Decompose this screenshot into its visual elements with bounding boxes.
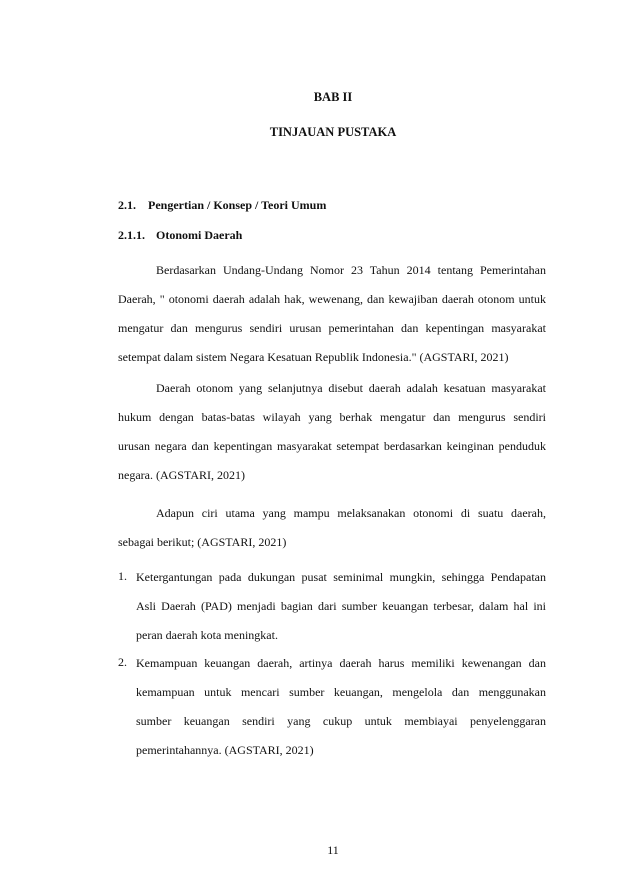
list-item-number: 2. [118, 655, 127, 669]
section-heading [118, 198, 326, 213]
paragraph-line: urusan negara dan kepentingan masyarakat setempat berdasarkan keinginan penduduk [118, 439, 546, 453]
list-item [136, 569, 546, 649]
subsection-title: Otonomi Daerah [156, 228, 243, 242]
paragraph-line: mengatur dan mengurus sendiri urusan pemerintahan dan kepentingan masyarakat [118, 321, 546, 335]
list-item [136, 655, 546, 765]
list-item-line: sumber keuangan sendiri yang cukup untuk membiayai penyelenggaran [136, 714, 546, 728]
chapter-heading: BAB II [313, 90, 353, 104]
paragraph-line: Daerah, " otonomi daerah adalah hak, wewenang, dan kewajiban daerah otonom untuk [118, 292, 546, 306]
subsection-number: 2.1.1. [118, 228, 145, 242]
list-item-line: kemampuan untuk mencari sumber keuangan, mengelola dan menggunakan [136, 685, 546, 699]
paragraph-line: setempat dalam sistem Negara Kesatuan Republik Indonesia." (AGSTARI, 2021) [118, 350, 509, 364]
subsection-heading [118, 228, 242, 243]
section-number: 2.1. [118, 198, 136, 212]
paragraph-line: negara. (AGSTARI, 2021) [118, 468, 246, 482]
paragraph-line: Adapun ciri utama yang mampu melaksanakan otonomi di suatu daerah, [156, 506, 546, 520]
page-number: 11 [327, 843, 339, 857]
list-item-line: peran daerah kota meningkat. [136, 628, 278, 642]
chapter-title: TINJAUAN PUSTAKA [269, 125, 397, 139]
list-item-line: pemerintahannya. (AGSTARI, 2021) [136, 743, 314, 757]
paragraph-line: Daerah otonom yang selanjutnya disebut daerah adalah kesatuan masyarakat [156, 381, 546, 395]
paragraph-3 [118, 505, 546, 555]
paragraph-line: sebagai berikut; (AGSTARI, 2021) [118, 535, 287, 549]
paragraph-2 [118, 380, 546, 490]
paragraph-1 [118, 262, 546, 372]
list-item-line: Kemampuan keuangan daerah, artinya daerah harus memiliki kewenangan dan [136, 656, 546, 670]
paragraph-line: hukum dengan batas-batas wilayah yang berhak mengatur dan mengurus sendiri [118, 410, 546, 424]
list-item-line: Asli Daerah (PAD) menjadi bagian dari sumber keuangan terbesar, dalam hal ini [136, 599, 546, 613]
list-item-line: Ketergantungan pada dukungan pusat seminimal mungkin, sehingga Pendapatan [136, 570, 546, 584]
section-title: Pengertian / Konsep / Teori Umum [148, 198, 327, 212]
list-item-number: 1. [118, 569, 127, 583]
paragraph-line: Berdasarkan Undang-Undang Nomor 23 Tahun 2014 tentang Pemerintahan [156, 263, 546, 277]
